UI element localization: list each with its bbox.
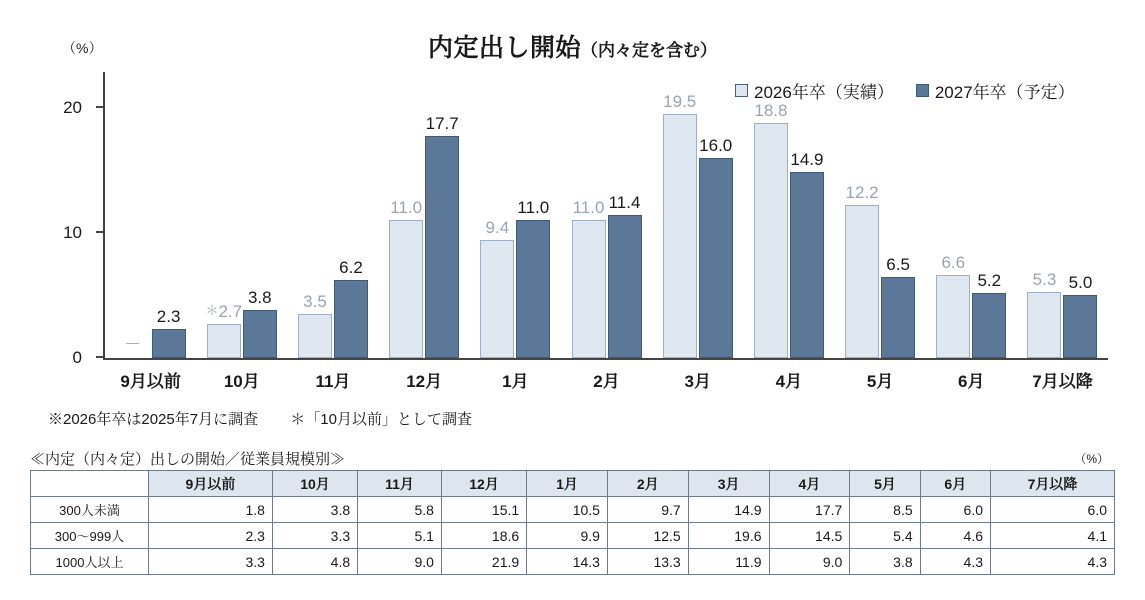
bar-group-6	[652, 72, 743, 391]
bar-2026-6[interactable]	[663, 91, 697, 358]
bars-0	[105, 72, 196, 358]
y-tick-20	[63, 97, 105, 117]
bars-5	[561, 72, 652, 358]
bar-group-1	[196, 72, 287, 391]
x-label-7: 4月	[775, 372, 803, 391]
x-label-1: 10月	[223, 372, 260, 391]
bar-groups	[105, 72, 1108, 391]
table-cell-1-10: 4.1	[991, 523, 1115, 549]
table-cell-2-5: 13.3	[607, 549, 688, 575]
bar-label-2027-4: 11.0	[517, 198, 550, 218]
note-survey-period: ※2026年卒は2025年7月に調査	[48, 411, 259, 428]
table-cell-1-0: 2.3	[149, 523, 273, 549]
bar-2026-1[interactable]	[207, 302, 243, 358]
bars-9	[926, 72, 1017, 358]
bar-label-2027-10: 5.0	[1068, 273, 1093, 293]
table-row	[31, 549, 1115, 575]
table-cell-2-9: 4.3	[920, 549, 990, 575]
x-label-4: 1月	[502, 372, 529, 391]
bar-2027-1[interactable]	[243, 288, 277, 358]
bar-group-0	[105, 72, 196, 391]
bar-2027-9[interactable]	[972, 270, 1006, 358]
table-header-9: 5月	[850, 471, 920, 497]
bars-7	[743, 72, 834, 358]
bar-2026-9[interactable]	[936, 253, 970, 358]
table-cell-2-0: 3.3	[149, 549, 273, 575]
plot-area	[63, 72, 1108, 391]
legend-label-2027: 2027年卒（予定）	[934, 83, 1075, 102]
table-cell-2-8: 3.8	[850, 549, 920, 575]
bar-group-5	[561, 72, 652, 391]
bar-2027-6[interactable]	[699, 135, 733, 358]
y-tick-label-10: 10	[63, 222, 82, 242]
table-caption: ≪内定（内々定）出しの開始／従業員規模別≫	[30, 451, 346, 468]
table-row-label-1: 300〜999人	[31, 523, 149, 549]
bar-label-2027-1: 3.8	[247, 288, 272, 308]
table-cell-0-10: 6.0	[991, 497, 1115, 523]
table-cell-2-2: 9.0	[358, 549, 442, 575]
bar-2027-7[interactable]	[790, 149, 824, 359]
bar-2026-5[interactable]	[572, 198, 606, 358]
table-cell-0-3: 15.1	[441, 497, 526, 523]
table-header-2: 10月	[272, 471, 357, 497]
table-cell-0-9: 6.0	[920, 497, 990, 523]
bar-2027-8[interactable]	[881, 254, 915, 358]
bar-2027-3[interactable]	[425, 114, 459, 358]
chart-title	[0, 28, 1145, 64]
bar-label-2027-8: 6.5	[886, 254, 910, 274]
x-label-10: 7月以降	[1032, 372, 1093, 391]
bar-2026-3[interactable]	[389, 198, 423, 358]
bar-label-2027-9: 5.2	[977, 270, 1002, 290]
bar-label-2026-5: 11.0	[572, 198, 605, 218]
bar-label-2026-7: 18.8	[754, 100, 788, 120]
table-cell-0-6: 14.9	[688, 497, 769, 523]
table-cell-2-1: 4.8	[272, 549, 357, 575]
chart-title-sub: （内々定を含む）	[581, 41, 717, 60]
table-cell-0-1: 3.8	[272, 497, 357, 523]
company-size-table	[30, 470, 1115, 575]
bar-label-2027-6: 16.0	[699, 135, 733, 155]
table-cell-1-4: 9.9	[527, 523, 608, 549]
table-cell-2-4: 14.3	[527, 549, 608, 575]
x-label-2: 11月	[315, 372, 351, 391]
bar-label-2027-3: 17.7	[425, 114, 459, 134]
table-unit-label: （%）	[1074, 452, 1109, 466]
bars-10	[1017, 72, 1108, 358]
x-label-6: 3月	[684, 372, 711, 391]
y-tick-0	[72, 348, 105, 367]
table-header-1: 9月以前	[149, 471, 273, 497]
table-cell-2-3: 21.9	[441, 549, 526, 575]
table-cell-1-7: 14.5	[769, 523, 850, 549]
bar-2026-8[interactable]	[845, 183, 879, 358]
table-header-11: 7月以降	[991, 471, 1115, 497]
table-cell-0-8: 8.5	[850, 497, 920, 523]
table-header-3: 11月	[358, 471, 442, 497]
table-cell-1-1: 3.3	[272, 523, 357, 549]
y-tick-label-0: 0	[72, 348, 82, 367]
y-tick-label-20: 20	[63, 97, 82, 117]
table-cell-1-2: 5.1	[358, 523, 442, 549]
bars-4	[470, 72, 561, 358]
bar-label-2026-2: 3.5	[303, 292, 327, 312]
table-header-7: 3月	[688, 471, 769, 497]
bar-label-2026-4: 9.4	[485, 218, 510, 238]
bar-2027-5[interactable]	[608, 193, 642, 358]
bar-2027-2[interactable]	[334, 258, 368, 358]
table-cell-0-0: 1.8	[149, 497, 273, 523]
table-cell-1-5: 12.5	[607, 523, 688, 549]
bar-label-2026-1: ＊ 2.7	[205, 302, 242, 322]
table-header-corner	[31, 471, 149, 497]
bar-group-4	[470, 72, 561, 391]
table-cell-0-5: 9.7	[607, 497, 688, 523]
bar-group-9	[926, 72, 1017, 391]
bar-group-8	[835, 72, 926, 391]
bars-2	[287, 72, 378, 358]
table-header-row	[31, 471, 1115, 497]
x-label-5: 2月	[593, 372, 620, 391]
bar-2027-10[interactable]	[1063, 273, 1097, 358]
bar-label-2027-7: 14.9	[790, 149, 824, 169]
legend-label-2026: 2026年卒（実績）	[754, 83, 894, 102]
bars-1	[196, 72, 287, 358]
table-cell-1-3: 18.6	[441, 523, 526, 549]
table-header-5: 1月	[527, 471, 608, 497]
bar-label-2026-3: 11.0	[390, 198, 423, 218]
table-cell-2-6: 11.9	[688, 549, 769, 575]
table-cell-0-7: 17.7	[769, 497, 850, 523]
bars-8	[835, 72, 926, 358]
bar-2027-4[interactable]	[516, 198, 550, 358]
x-label-3: 12月	[406, 372, 443, 391]
table-cell-2-7: 9.0	[769, 549, 850, 575]
chart-notes	[48, 408, 472, 429]
table-cell-0-4: 10.5	[527, 497, 608, 523]
bar-2027-0[interactable]	[152, 307, 186, 358]
chart-title-main: 内定出し開始	[427, 34, 581, 62]
table-cell-1-9: 4.6	[920, 523, 990, 549]
bar-2026-4[interactable]	[480, 218, 514, 358]
x-label-0: 9月以前	[120, 372, 181, 391]
table-row-label-2: 1000人以上	[31, 549, 149, 575]
bar-label-2026-10: 5.3	[1032, 269, 1057, 289]
bar-label-2026-8: 12.2	[845, 183, 879, 203]
table-row	[31, 523, 1115, 549]
bar-group-3	[379, 72, 470, 391]
bar-label-2026-0: －	[124, 335, 142, 354]
bar-2026-7[interactable]	[754, 100, 788, 358]
y-tick-10	[63, 222, 105, 242]
bar-label-2027-5: 11.4	[608, 193, 641, 213]
table-header-8: 4月	[769, 471, 850, 497]
table-row-label-0: 300人未満	[31, 497, 149, 523]
bar-label-2026-9: 6.6	[941, 253, 966, 273]
bar-label-2027-0: 2.3	[156, 307, 181, 327]
bar-group-7	[743, 72, 834, 391]
bar-2026-10[interactable]	[1027, 269, 1061, 358]
bar-group-2	[287, 72, 378, 391]
table-header-4: 12月	[441, 471, 526, 497]
table-cell-1-8: 5.4	[850, 523, 920, 549]
table-row	[31, 497, 1115, 523]
table-cell-1-6: 19.6	[688, 523, 769, 549]
table-header-6: 2月	[607, 471, 688, 497]
table-header-10: 6月	[920, 471, 990, 497]
table-cell-2-10: 4.3	[991, 549, 1115, 575]
x-label-8: 5月	[866, 372, 894, 391]
y-axis-unit-label: （%）	[62, 40, 103, 56]
table-cell-0-2: 5.8	[358, 497, 442, 523]
x-label-9: 6月	[958, 372, 985, 391]
bars-6	[652, 72, 743, 358]
bars-3	[379, 72, 470, 358]
bar-label-2026-6: 19.5	[663, 91, 697, 111]
bar-group-10	[1017, 72, 1108, 391]
note-asterisk: ＊「10月以前」として調査	[290, 411, 472, 428]
bar-label-2027-2: 6.2	[339, 258, 363, 278]
bar-2026-2[interactable]	[298, 292, 332, 358]
